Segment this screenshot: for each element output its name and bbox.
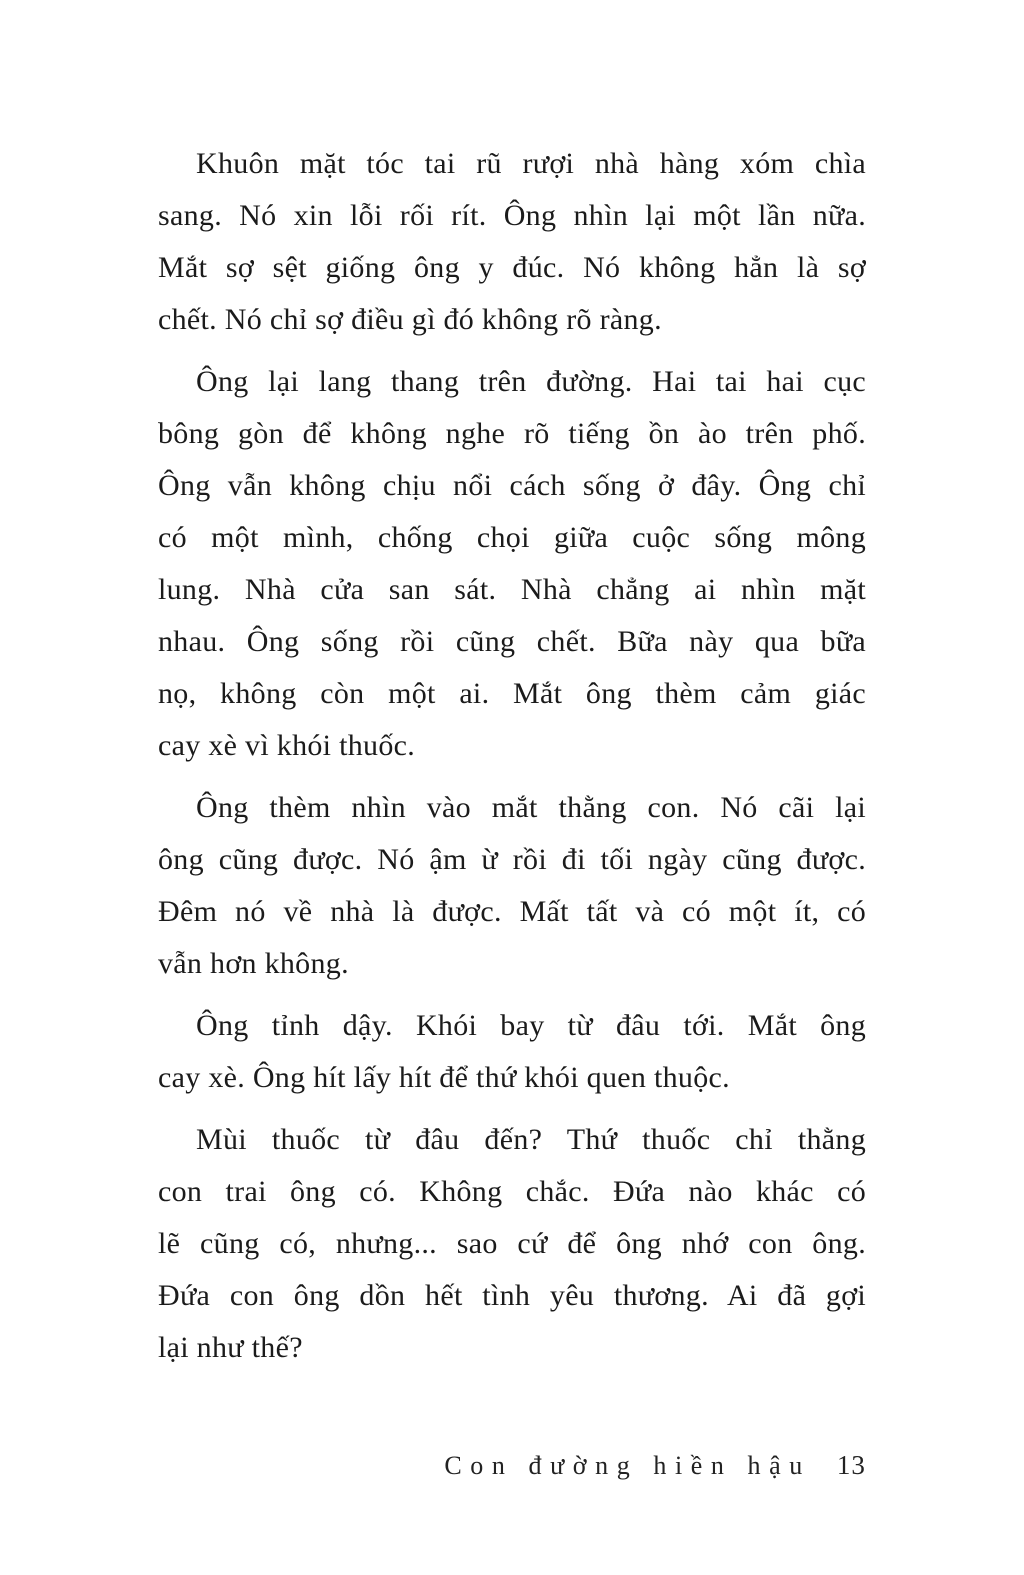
page-body (158, 138, 866, 1384)
paragraph (158, 1114, 866, 1374)
text-line: ông cũng được. Nó ậm ừ rồi đi tối ngày cũng được. (158, 843, 866, 876)
text-line: Mùi thuốc từ đâu đến? Thứ thuốc chỉ thằng (196, 1123, 866, 1156)
paragraph (158, 356, 866, 772)
text-line: lung. Nhà cửa san sát. Nhà chẳng ai nhìn mặt (158, 573, 866, 606)
page-number: 13 (836, 1450, 866, 1480)
text-line: cay xè vì khói thuốc. (158, 729, 416, 762)
text-line: Ông lại lang thang trên đường. Hai tai hai cục (196, 365, 866, 398)
text-line: Khuôn mặt tóc tai rũ rượi nhà hàng xóm chìa (196, 147, 866, 180)
paragraph (158, 1000, 866, 1104)
text-line: có một mình, chống chọi giữa cuộc sống mông (158, 521, 866, 554)
text-line: bông gòn để không nghe rõ tiếng ồn ào trên phố. (158, 417, 866, 450)
text-line: lẽ cũng có, nhưng... sao cứ để ông nhớ con ông. (158, 1227, 866, 1260)
text-line: sang. Nó xin lỗi rối rít. Ông nhìn lại một lần nữa. (158, 199, 866, 232)
running-title: Con đường hiền hậu (444, 1451, 811, 1480)
page-footer (158, 1450, 866, 1481)
text-line: Mắt sợ sệt giống ông y đúc. Nó không hẳn là sợ (158, 251, 866, 284)
text-line: lại như thế? (158, 1331, 303, 1364)
paragraph (158, 782, 866, 990)
text-line: vẫn hơn không. (158, 947, 349, 980)
text-line: Ông vẫn không chịu nổi cách sống ở đây. Ông chỉ (158, 469, 866, 502)
text-line: nọ, không còn một ai. Mắt ông thèm cảm giác (158, 677, 866, 710)
text-line: Đêm nó về nhà là được. Mất tất và có một ít, có (158, 895, 866, 928)
text-line: Đứa con ông dồn hết tình yêu thương. Ai đã gợi (158, 1279, 866, 1312)
text-line: nhau. Ông sống rồi cũng chết. Bữa này qua bữa (158, 625, 866, 658)
text-line: chết. Nó chỉ sợ điều gì đó không rõ ràng. (158, 303, 662, 336)
text-line: Ông tỉnh dậy. Khói bay từ đâu tới. Mắt ông (196, 1009, 866, 1042)
text-line: Ông thèm nhìn vào mắt thằng con. Nó cãi lại (196, 791, 866, 824)
text-line: cay xè. Ông hít lấy hít để thứ khói quen thuộc. (158, 1061, 730, 1094)
text-line: con trai ông có. Không chắc. Đứa nào khác có (158, 1175, 866, 1208)
paragraph (158, 138, 866, 346)
